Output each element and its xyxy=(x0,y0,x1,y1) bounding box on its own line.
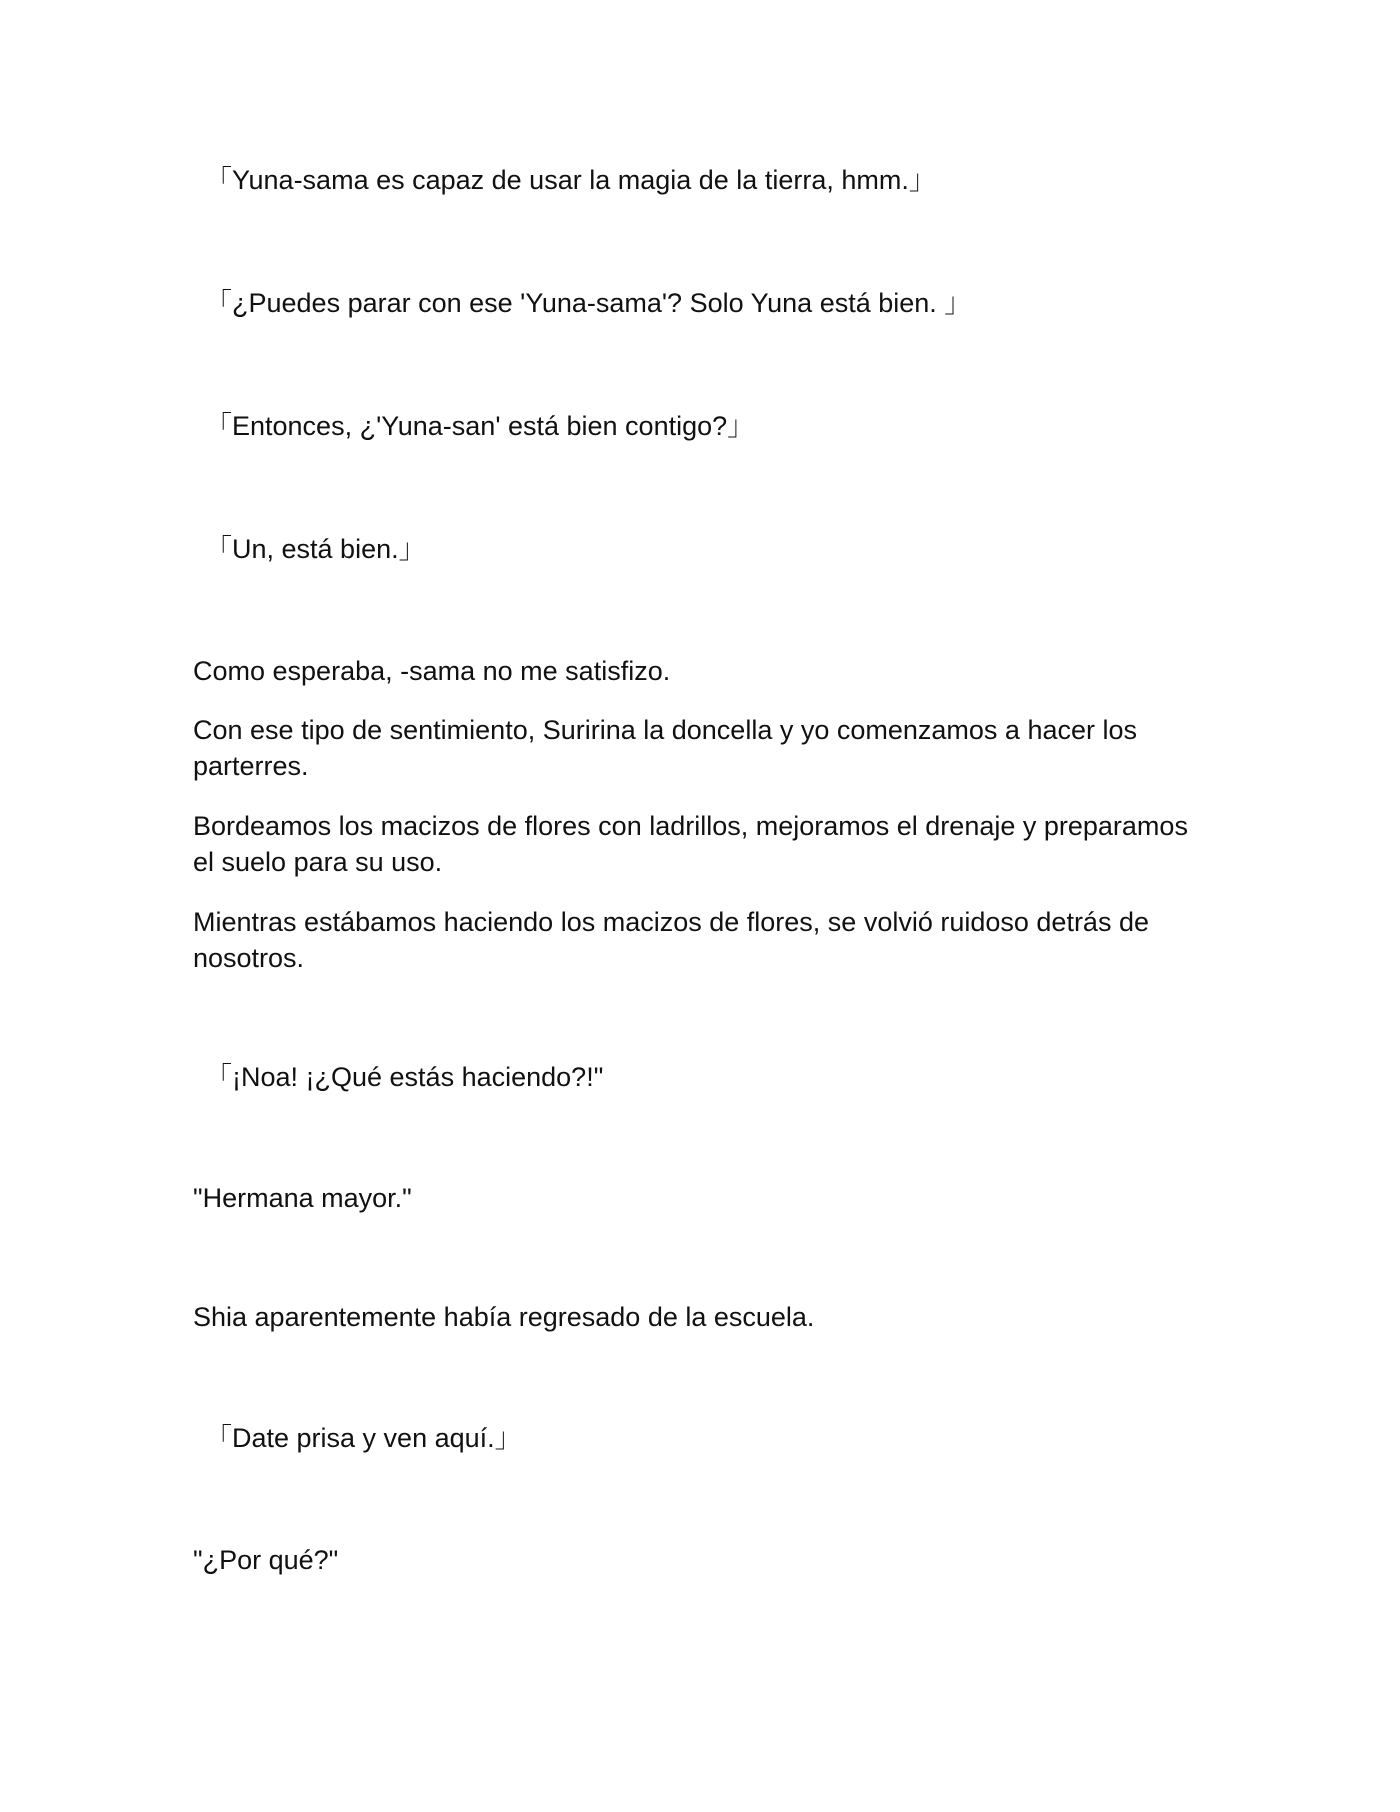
dialogue-line: 「Date prisa y ven aquí.」 xyxy=(205,1423,522,1453)
dialogue-line: "¿Por qué?" xyxy=(193,1545,339,1575)
dialogue-line: 「¡Noa! ¡¿Qué estás haciendo?!" xyxy=(205,1062,604,1092)
dialogue-line: 「Yuna-sama es capaz de usar la magia de la tierra, hmm.」 xyxy=(205,165,936,195)
narration-paragraph: Bordeamos los macizos de flores con ladrillos, mejoramos el drenaje y preparamos el suelo para su uso. xyxy=(193,811,1188,877)
narration-paragraph: Shia aparentemente había regresado de la escuela. xyxy=(193,1302,815,1332)
narration-paragraph: Mientras estábamos haciendo los macizos de flores, se volvió ruidoso detrás de nosotros. xyxy=(193,907,1149,973)
dialogue-line: 「Entonces, ¿'Yuna-san' está bien contigo?」 xyxy=(205,411,755,441)
dialogue-line: 「¿Puedes parar con ese 'Yuna-sama'? Solo Yuna está bien. 」 xyxy=(205,288,972,318)
dialogue-line: 「Un, está bien.」 xyxy=(205,534,426,564)
narration-paragraph: Con ese tipo de sentimiento, Suririna la doncella y yo comenzamos a hacer los parterres. xyxy=(193,715,1137,781)
dialogue-line: "Hermana mayor." xyxy=(193,1183,412,1213)
narration-paragraph: Como esperaba, -sama no me satisfizo. xyxy=(193,656,671,686)
